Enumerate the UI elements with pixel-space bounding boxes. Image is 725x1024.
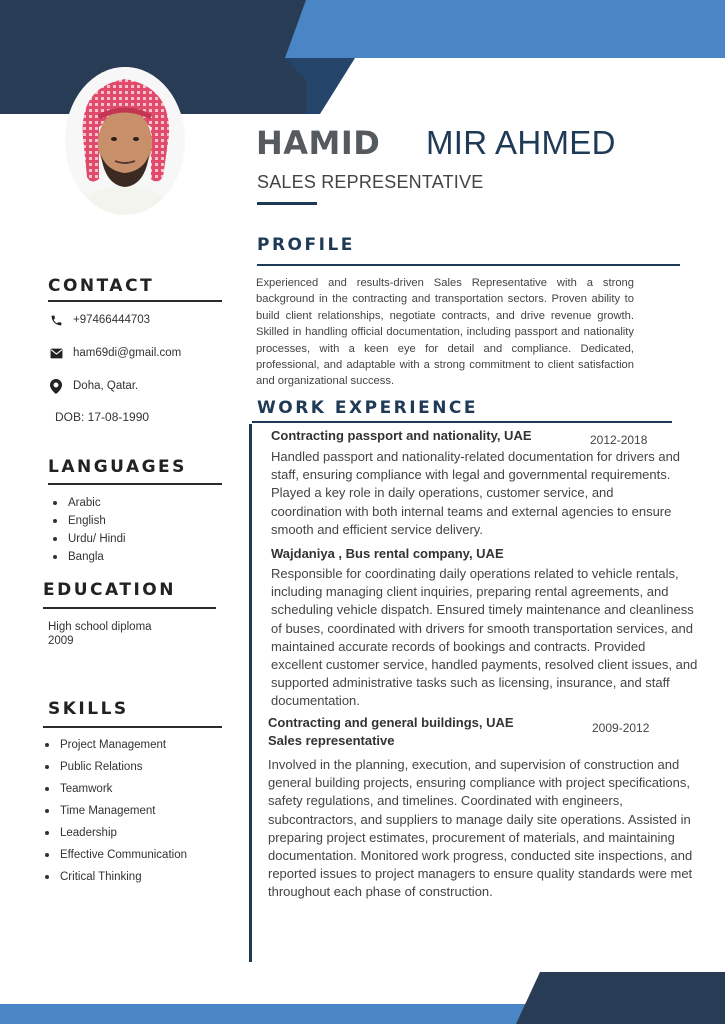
phone-icon (48, 312, 64, 328)
list-item: Arabic (48, 494, 126, 512)
list-item: Urdu/ Hindi (48, 530, 126, 548)
work-experience-divider (252, 421, 672, 423)
list-item: English (48, 512, 126, 530)
last-name: MIR AHMED (426, 124, 616, 161)
list-item: Critical Thinking (40, 866, 187, 888)
languages-list (48, 494, 126, 566)
contact-location (48, 378, 138, 394)
job-title-1: Contracting passport and nationality, UAE (271, 428, 532, 443)
education-entry (48, 620, 152, 648)
job-title-2: Wajdaniya , Bus rental company, UAE (271, 546, 504, 561)
education-year: 2009 (48, 635, 74, 647)
education-heading: EDUCATION (43, 580, 176, 600)
skills-list (40, 734, 187, 888)
timeline-bar (249, 424, 252, 962)
education-divider (43, 607, 216, 609)
job-description-2: Responsible for coordinating daily operations related to vehicle rentals, including managing client inquiries, preparing rental agreements, and scheduling vehicle dispatch. Ensured timely maintenance and cleanliness of buses, coordinated with drivers for smooth transportation services, and maintained accurate records of bookings and contracts. Provided excellent customer service, handled payments, resolved client issues, and supported administrative tasks such as licensing, insurance, and staff documentation. (271, 566, 698, 709)
list-item: Teamwork (40, 778, 187, 800)
job-title-3: Contracting and general buildings, UAE (268, 715, 514, 730)
list-item: Effective Communication (40, 844, 187, 866)
footer-decoration (0, 972, 725, 1024)
skills-heading: SKILLS (48, 699, 129, 719)
location-text: Doha, Qatar. (73, 380, 139, 392)
list-item: Project Management (40, 734, 187, 756)
list-item: Bangla (48, 548, 126, 566)
phone-number: +97466444703 (73, 314, 151, 326)
languages-divider (48, 483, 222, 485)
job-title: SALES REPRESENTATIVE (257, 172, 484, 192)
email-address: ham69di@gmail.com (73, 347, 182, 359)
languages-heading: LANGUAGES (48, 457, 187, 477)
email-icon (48, 345, 64, 361)
list-item: Time Management (40, 800, 187, 822)
contact-email[interactable] (48, 345, 181, 361)
profile-divider (257, 264, 680, 266)
education-degree: High school diploma (48, 621, 152, 633)
job-role-3: Sales representative (268, 733, 395, 748)
job-description-1: Handled passport and nationality-related documentation for drivers and staff, ensuring compliance with legal and governmental requirements. Played a key role in daily operations, customer service, and coordination with both internal teams and external agencies to ensure smooth and efficient service delivery. (271, 449, 681, 537)
list-item: Leadership (40, 822, 187, 844)
job-dates-1: 2012-2018 (590, 433, 648, 447)
date-of-birth: DOB: 17-08-1990 (55, 410, 150, 424)
profile-photo (65, 67, 185, 215)
skills-divider (43, 726, 222, 728)
contact-divider (48, 300, 222, 302)
location-pin-icon (48, 378, 64, 394)
work-experience-heading: WORK EXPERIENCE (257, 398, 479, 418)
contact-heading: CONTACT (48, 276, 155, 296)
title-underline (257, 202, 317, 205)
first-name: HAMID (256, 124, 381, 162)
profile-summary: Experienced and results-driven Sales Representative with a strong background in the contracting and transportation sectors. Proven ability to build client relationships, negotiate contracts, and drive revenue growth. Skilled in handling official documentation, including passport and nationality processes, with a keen eye for detail and compliance. Dedicated, professional, and adaptable with a strong commitment to client satisfaction and organizational success. (256, 277, 634, 388)
list-item: Public Relations (40, 756, 187, 778)
profile-heading: PROFILE (257, 235, 355, 255)
job-dates-3: 2009-2012 (592, 721, 650, 735)
job-description-3: Involved in the planning, execution, and supervision of construction and general building projects, ensuring compliance with project specifications, safety regulations, and timelines. Coordinated with engineers, subcontractors, and suppliers to manage daily site operations. Assisted in preparing project estimates, procurement of materials, and maintaining documentation. Monitored work progress, conducted site inspections, and reported issues to project managers to ensure quality standards were met throughout each phase of construction. (268, 757, 693, 900)
contact-phone[interactable] (48, 312, 150, 328)
